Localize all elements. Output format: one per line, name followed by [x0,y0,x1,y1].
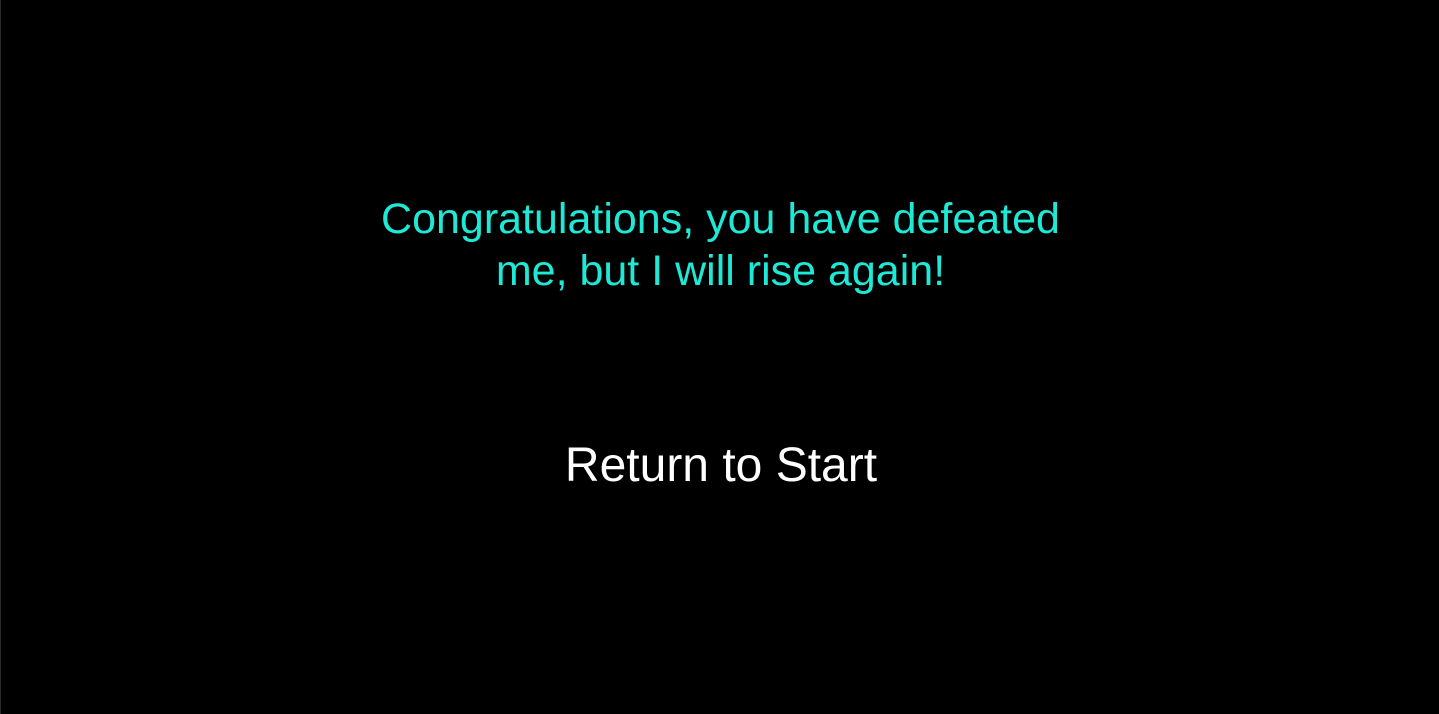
victory-message-line-2: me, but I will rise again! [495,247,946,295]
return-to-start-button[interactable]: Return to Start [541,434,901,498]
victory-message [1,193,1439,297]
victory-message-line-1: Congratulations, you have defeated [381,195,1060,243]
